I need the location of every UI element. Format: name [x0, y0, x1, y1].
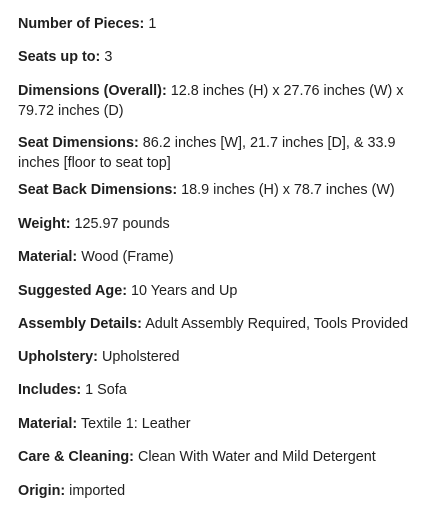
spec-value: 125.97 pounds [74, 216, 170, 232]
spec-origin [18, 481, 424, 501]
spec-value: Adult Assembly Required, Tools Provided [145, 316, 409, 332]
spec-label: Seat Back Dimensions: [18, 182, 178, 198]
spec-value: 18.9 inches (H) x 78.7 inches (W) [181, 182, 395, 198]
spec-dimensions-overall [18, 81, 424, 121]
spec-value: 1 Sofa [85, 382, 127, 398]
spec-value: imported [69, 483, 126, 499]
spec-material-textile [18, 414, 424, 434]
spec-value: 10 Years and Up [131, 283, 238, 299]
spec-label: Assembly Details: [18, 316, 142, 332]
spec-number-of-pieces [18, 14, 424, 34]
spec-suggested-age [18, 281, 424, 301]
spec-value: Upholstered [101, 349, 180, 365]
spec-material-frame [18, 247, 424, 267]
spec-label: Care & Cleaning: [18, 449, 134, 465]
spec-value: Textile 1: Leather [80, 416, 191, 432]
spec-value: Clean With Water and Mild Detergent [137, 449, 376, 465]
spec-label: Weight: [18, 216, 71, 232]
spec-label: Upholstery: [18, 349, 98, 365]
spec-label: Seats up to: [18, 49, 101, 65]
spec-weight [18, 214, 424, 234]
spec-includes [18, 380, 424, 400]
spec-seat-dimensions [18, 133, 424, 173]
spec-value: 86.2 inches [W], 21.7 inches [D], & 33.9 inches [floor to seat top] [18, 135, 396, 171]
spec-seats-up-to [18, 47, 424, 67]
spec-label: Number of Pieces: [18, 16, 145, 32]
spec-label: Material: [18, 416, 78, 432]
spec-upholstery [18, 347, 424, 367]
spec-label: Material: [18, 249, 78, 265]
spec-label: Suggested Age: [18, 283, 128, 299]
spec-value: 1 [148, 16, 157, 32]
spec-seat-back-dimensions [18, 180, 424, 200]
spec-label: Seat Dimensions: [18, 135, 139, 151]
spec-assembly-details [18, 314, 424, 334]
spec-label: Includes: [18, 382, 82, 398]
spec-label: Dimensions (Overall): [18, 83, 167, 99]
spec-care-cleaning [18, 447, 424, 467]
spec-value: Wood (Frame) [81, 249, 174, 265]
spec-value: 12.8 inches (H) x 27.76 inches (W) x 79.72 inches (D) [18, 83, 404, 119]
spec-value: 3 [104, 49, 113, 65]
spec-label: Origin: [18, 483, 66, 499]
